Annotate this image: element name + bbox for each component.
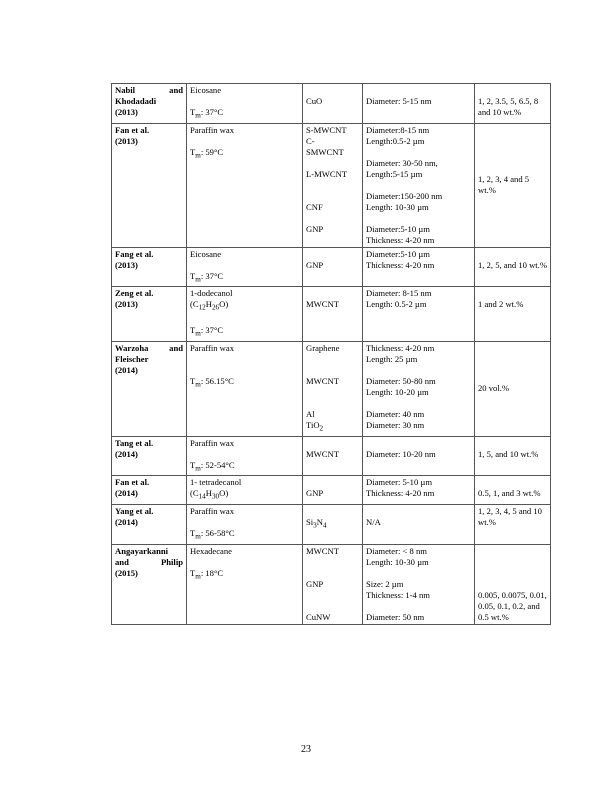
pcm-cell: Paraffin wax $T_m$: 59°C xyxy=(187,123,303,247)
table-row xyxy=(112,287,551,341)
table-row xyxy=(112,341,551,436)
dimension-cell: Diameter: 8-15 nm Length: 0.5-2 µm xyxy=(363,287,475,341)
loading-cell: 1, 2, 3.5, 5, 6.5, 8 and 10 wt.% xyxy=(475,84,551,124)
nanoparticle-cell: $Si_3N_4$ xyxy=(303,505,363,545)
dimension-cell: Diameter: < 8 nm Length: 10-30 µm Size: 2 µm Thickness: 1-4 nm Diameter: 50 nm xyxy=(363,544,475,624)
loading-cell: 20 vol.% xyxy=(475,341,551,436)
page-number: 23 xyxy=(301,744,311,755)
dimension-cell: Thickness: 4-20 nm Length: 25 µm Diameter: 50-80 nm Length: 10-20 µm Diameter: 40 nm Diameter: 30 nm xyxy=(363,341,475,436)
loading-cell: 0.5, 1, and 3 wt.% xyxy=(475,476,551,505)
dimension-cell: Diameter: 5-10 µm Thickness: 4-20 nm xyxy=(363,476,475,505)
loading-cell: 1, 5, and 10 wt.% xyxy=(475,436,551,476)
pcm-cell: 1- tetradecanol $(C_{14}H_{30}O)$ xyxy=(187,476,303,505)
table-row xyxy=(112,476,551,505)
dimension-cell: Diameter: 5-15 nm xyxy=(363,84,475,124)
author-cell: Nabil and Khodadadi (2013) xyxy=(112,84,187,124)
table-row xyxy=(112,505,551,545)
dimension-cell: Diameter: 10-20 nm xyxy=(363,436,475,476)
table-row xyxy=(112,544,551,624)
author-cell: Fan et al. (2013) xyxy=(112,123,187,247)
author-cell: Yang et al. (2014) xyxy=(112,505,187,545)
author-cell: Tang et al. (2014) xyxy=(112,436,187,476)
table-row xyxy=(112,436,551,476)
loading-cell: 1, 2, 3, 4, 5 and 10 wt.% xyxy=(475,505,551,545)
loading-cell: 1, 2, 3, 4 and 5 wt.% xyxy=(475,123,551,247)
nanoparticle-cell: GNP xyxy=(303,476,363,505)
nanoparticle-cell: GNP xyxy=(303,247,363,287)
pcm-nanoparticle-table xyxy=(111,83,551,625)
pcm-cell: Paraffin wax $T_m$: 52-54°C xyxy=(187,436,303,476)
pcm-cell: Paraffin wax $T_m$: 56.15°C xyxy=(187,341,303,436)
pcm-cell: Eicosane $T_m$: 37°C xyxy=(187,247,303,287)
nanoparticle-cell: CuO xyxy=(303,84,363,124)
table-row xyxy=(112,247,551,287)
nanoparticle-cell: Graphene MWCNT Al TiO$_2$ xyxy=(303,341,363,436)
author-cell: Fan et al. (2014) xyxy=(112,476,187,505)
nanoparticle-cell: S-MWCNT C- SMWCNT L-MWCNT CNF GNP xyxy=(303,123,363,247)
loading-cell: 1, 2, 5, and 10 wt.% xyxy=(475,247,551,287)
pcm-cell: Hexadecane $T_m$: 18°C xyxy=(187,544,303,624)
nanoparticle-cell: MWCNT xyxy=(303,436,363,476)
pcm-cell: Paraffin wax $T_m$: 56-58°C xyxy=(187,505,303,545)
author-cell: Zeng et al. (2013) xyxy=(112,287,187,341)
table-row xyxy=(112,84,551,124)
nanoparticle-cell: MWCNT xyxy=(303,287,363,341)
author-cell: Angayarkanni and Philip (2015) xyxy=(112,544,187,624)
loading-cell: 1 and 2 wt.% xyxy=(475,287,551,341)
table-row xyxy=(112,123,551,247)
dimension-cell: Diameter:5-10 µm Thickness: 4-20 nm xyxy=(363,247,475,287)
pcm-cell: Eicosane $T_m$: 37°C xyxy=(187,84,303,124)
nanoparticle-cell: MWCNT GNP CuNW xyxy=(303,544,363,624)
dimension-cell: N/A xyxy=(363,505,475,545)
loading-cell: 0.005, 0.0075, 0.01, 0.05, 0.1, 0.2, and 0.5 wt.% xyxy=(475,544,551,624)
pcm-cell: 1-dodecanol $(C_{12}H_{26}O)$ $T_m$: 37°C xyxy=(187,287,303,341)
author-cell: Warzoha and Fleischer (2014) xyxy=(112,341,187,436)
dimension-cell: Diameter:8-15 nm Length:0.5-2 µm Diameter: 30-50 nm, Length:5-15 µm Diameter:150-200 nm Length: 10-30 µm Diameter:5-10 µm Thickness: 4-20 nm xyxy=(363,123,475,247)
author-cell: Fang et al. (2013) xyxy=(112,247,187,287)
